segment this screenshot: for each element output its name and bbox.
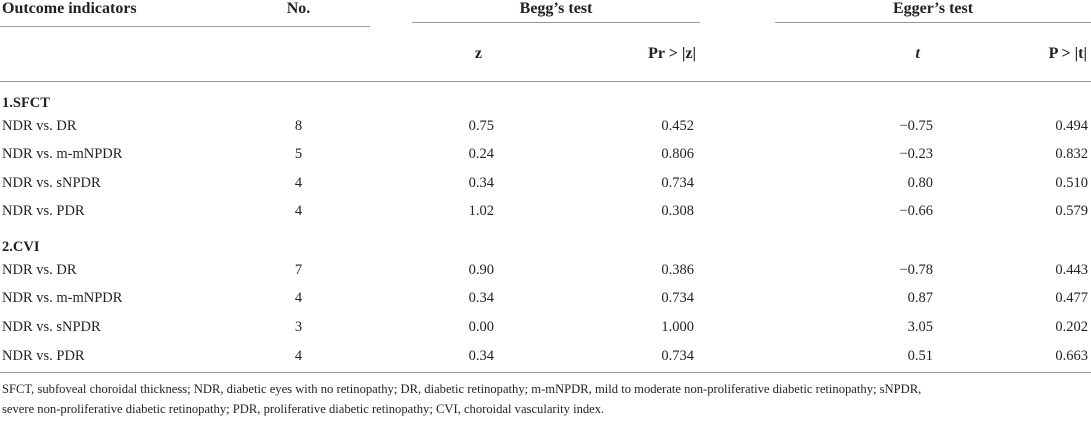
row-no: 5 — [294, 146, 303, 163]
header-t: t — [700, 27, 935, 82]
section-row-sfct — [0, 82, 1091, 113]
row-z: 0.00 — [468, 318, 494, 335]
header-empty-2 — [205, 27, 370, 82]
header-outcome-indicators: Outcome indicators — [0, 0, 205, 27]
row-no: 8 — [294, 117, 303, 134]
header-p-t: P > |t| — [935, 27, 1091, 82]
row-t: −0.78 — [899, 261, 933, 278]
row-z: 0.34 — [468, 290, 494, 307]
row-no: 4 — [294, 174, 303, 191]
table-row — [0, 256, 1091, 285]
row-pr-z: 0.806 — [661, 146, 694, 163]
footnote-line-1: SFCT, subfoveal choroidal thickness; NDR, diabetic eyes with no retinopathy; DR, diabetic retinopathy; m-mNPDR, mild to moderate non-proliferative diabetic retinopathy; sNPDR, — [2, 382, 922, 396]
row-label: NDR vs. DR — [2, 261, 77, 278]
header-egger-test — [700, 0, 1091, 27]
header-begg-test — [370, 0, 700, 27]
row-pr-z: 0.734 — [550, 342, 700, 373]
row-p-t: 0.579 — [1055, 203, 1089, 220]
row-pr-z: 0.734 — [661, 290, 694, 307]
row-label: NDR vs. DR — [2, 117, 77, 134]
row-label: NDR vs. PDR — [2, 203, 85, 220]
row-p-t: 0.477 — [1055, 290, 1089, 307]
header-pr-z: Pr > |z| — [550, 27, 700, 82]
row-t: −0.23 — [899, 146, 933, 163]
header-no: No. — [205, 0, 370, 27]
row-p-t: 0.443 — [1055, 261, 1089, 278]
row-no: 4 — [294, 203, 303, 220]
row-pr-z: 0.386 — [661, 261, 694, 278]
row-no: 4 — [205, 342, 370, 373]
row-no: 7 — [294, 261, 303, 278]
row-no: 3 — [294, 318, 303, 335]
row-label: NDR vs. sNPDR — [2, 174, 101, 191]
row-t: 0.51 — [700, 342, 935, 373]
begg-header-label: Begg’s test — [412, 0, 700, 23]
header-empty-1 — [0, 27, 205, 82]
table-row — [0, 112, 1091, 141]
row-label: NDR vs. sNPDR — [2, 318, 101, 335]
table-row — [0, 342, 1091, 373]
section-title: 1.SFCT — [2, 95, 50, 111]
row-t: 0.87 — [907, 290, 933, 307]
row-z: 1.02 — [468, 203, 494, 220]
header-z: z — [370, 27, 550, 82]
row-label: NDR vs. m-mNPDR — [2, 290, 123, 307]
row-z: 0.24 — [468, 146, 494, 163]
row-p-t: 0.494 — [1055, 117, 1089, 134]
row-pr-z: 0.734 — [661, 174, 694, 191]
table-row — [0, 169, 1091, 198]
row-pr-z: 1.000 — [661, 318, 694, 335]
row-p-t: 0.510 — [1055, 174, 1089, 191]
row-pr-z: 0.308 — [661, 203, 694, 220]
row-p-t: 0.202 — [1055, 318, 1089, 335]
row-p-t: 0.663 — [935, 342, 1091, 373]
table-row — [0, 285, 1091, 314]
row-t: 3.05 — [907, 318, 933, 335]
row-no: 4 — [294, 290, 303, 307]
row-z: 0.90 — [468, 261, 494, 278]
header-row-top — [0, 0, 1091, 27]
row-pr-z: 0.452 — [661, 117, 694, 134]
row-z: 0.34 — [468, 174, 494, 191]
section-row-cvi — [0, 226, 1091, 256]
row-z: 0.34 — [370, 342, 550, 373]
table-row — [0, 198, 1091, 227]
table-row — [0, 141, 1091, 170]
row-t: −0.66 — [899, 203, 933, 220]
row-label: NDR vs. PDR — [0, 342, 205, 373]
footnote-line-2: severe non-proliferative diabetic retinopathy; PDR, proliferative diabetic retinopathy; CVI, choroidal vascularity index. — [2, 402, 605, 416]
row-z: 0.75 — [468, 117, 494, 134]
row-p-t: 0.832 — [1055, 146, 1089, 163]
egger-header-label: Egger’s test — [775, 0, 1091, 23]
table-row — [0, 313, 1091, 342]
row-t: −0.75 — [899, 117, 933, 134]
row-t: 0.80 — [907, 174, 933, 191]
row-label: NDR vs. m-mNPDR — [2, 146, 123, 163]
table-footnote — [2, 379, 1087, 419]
header-row-sub — [0, 27, 1091, 82]
section-title: 2.CVI — [2, 239, 40, 255]
